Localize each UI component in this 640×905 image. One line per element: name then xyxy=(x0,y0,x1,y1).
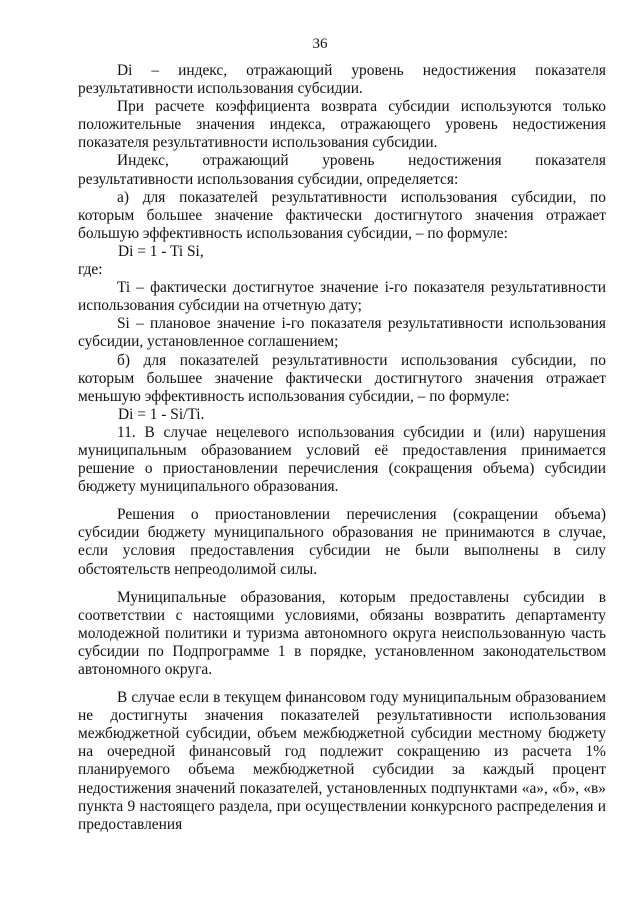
page-number: 36 xyxy=(312,36,328,52)
paragraph-return-obligation: Муниципальные образования, которым предоставлены субсидии в соответствии с настоящими условиями, обязаны возвратить департаменту молодежной политики и туризма автономного округа неиспользованную часть субсидии по Подпрограмме 1 в порядке, установленном законодательством автономного округа. xyxy=(78,588,606,678)
document-body xyxy=(78,62,606,834)
paragraph-reduction: В случае если в текущем финансовом году муниципальным образованием не достигнуты значения показателей результативности использования межбюджетной субсидии, объем межбюджетной субсидии местному бюджету на очередной финансовый год подлежит сокращению из расчета 1% планируемого объема межбюджетной субсидии за каждый процент недостижения значений показателей, установленных подпунктами «а», «б», «в» пункта 9 настоящего раздела, при осуществлении конкурсного распределения и предоставления xyxy=(78,689,606,833)
paragraph-gap xyxy=(78,579,606,589)
paragraph-case-b: б) для показателей результативности использования субсидии, по которым большее значение фактически достигнутого значения отражает меньшую эффективность использования субсидии, – по формуле: xyxy=(78,351,606,405)
formula-di-a: Di = 1 - Ti Si, xyxy=(118,242,204,260)
paragraph-si-definition: Si – плановое значение i-го показателя результативности использования субсидии, установленное соглашением; xyxy=(78,315,606,351)
paragraph-case-a: а) для показателей результативности использования субсидии, по которым большее значение фактически достигнутого значения отражает большую эффективность использования субсидии, – по формуле: xyxy=(78,188,606,242)
paragraph-gap xyxy=(78,679,606,689)
paragraph-ti-definition: Ti – фактически достигнутое значение i-го показателя результативности использования субсидии на отчетную дату; xyxy=(78,279,606,315)
paragraph-clause-11: 11. В случае нецелевого использования субсидии и (или) нарушения муниципальным образованием условий её предоставления принимается решение о приостановлении перечисления (сокращения объема) субсидии бюджету муниципального образования. xyxy=(78,423,606,496)
paragraph-where: где: xyxy=(78,261,103,279)
paragraph-di-definition: Di – индекс, отражающий уровень недостижения показателя результативности использования субсидии. xyxy=(78,62,606,98)
formula-di-b: Di = 1 - Si/Ti. xyxy=(118,405,205,423)
paragraph-positive-values: При расчете коэффициента возврата субсидии используются только положительные значения индекса, отражающего уровень недостижения показателя результативности использования субсидии. xyxy=(78,98,606,152)
paragraph-gap xyxy=(78,496,606,506)
paragraph-index-definition: Индекс, отражающий уровень недостижения показателя результативности использования субсидии, определяется: xyxy=(78,152,606,188)
paragraph-no-suspension: Решения о приостановлении перечисления (сокращении объема) субсидии бюджету муниципального образования не принимаются в случае, если условия предоставления субсидии не были выполнены в силу обстоятельств непреодолимой силы. xyxy=(78,506,606,578)
